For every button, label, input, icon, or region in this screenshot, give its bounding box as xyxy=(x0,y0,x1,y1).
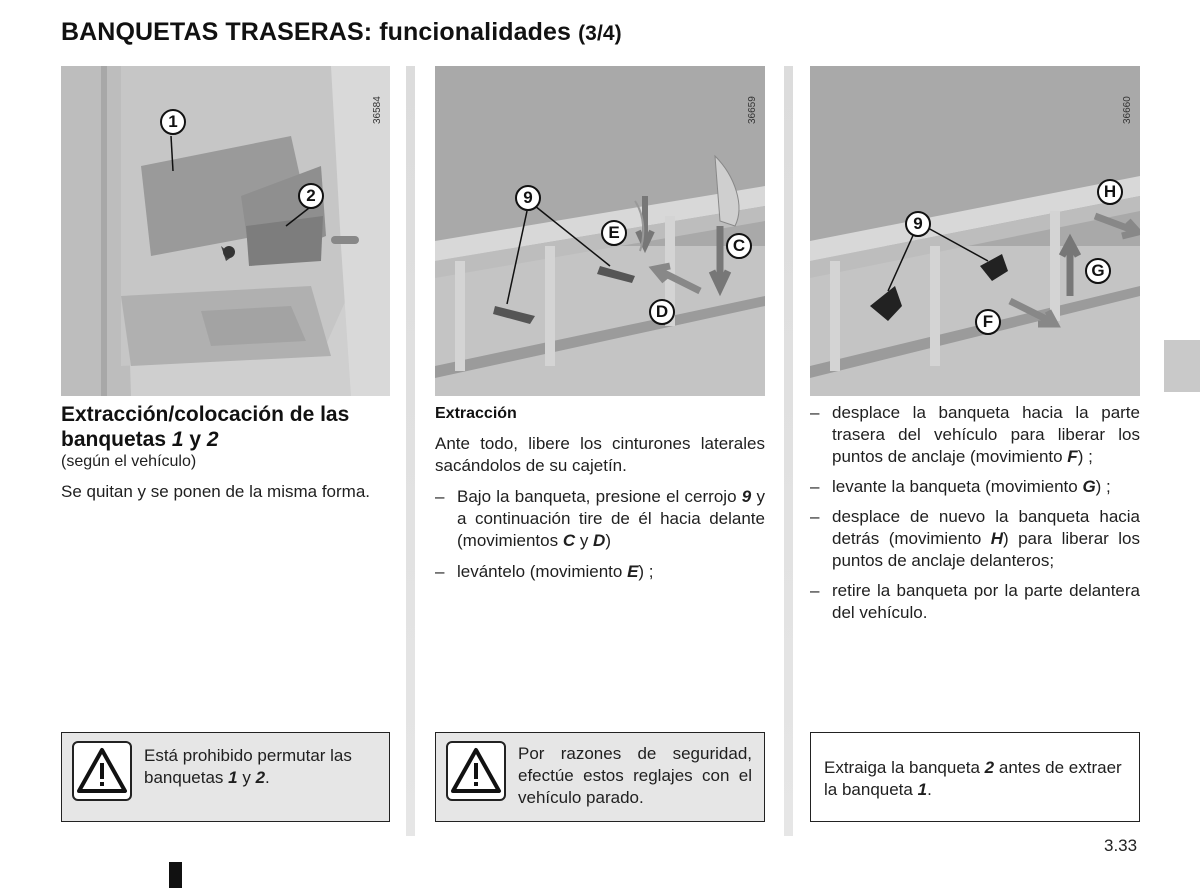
callout-C: C xyxy=(726,233,752,259)
bullet-text: ) para liberar los puntos de anclaje delanteros; xyxy=(832,529,1140,570)
bullet-dash: – xyxy=(435,487,445,506)
intro-text: Ante todo, libere los cinturones laterales sacándolos de su cajetín. xyxy=(435,434,765,475)
callout-F: F xyxy=(975,309,1001,335)
bullet-text: ) ; xyxy=(1077,447,1093,466)
figure-latch-release xyxy=(435,66,765,396)
bullet-text: y xyxy=(575,531,594,550)
list-item xyxy=(810,476,1140,498)
bullet-text: ) ; xyxy=(1095,477,1111,496)
figure-illustration xyxy=(810,66,1140,396)
warning-icon xyxy=(72,741,132,801)
callout-9: 9 xyxy=(905,211,931,237)
callout-D: D xyxy=(649,299,675,325)
page-title-main: BANQUETAS TRASERAS: funcionalidades xyxy=(61,18,572,46)
section-heading xyxy=(61,402,390,452)
warning-text-part: . xyxy=(265,768,270,787)
warning-box xyxy=(61,732,390,822)
page-number: 3.33 xyxy=(1104,836,1138,855)
ref-G: G xyxy=(1082,477,1096,496)
callout-E: E xyxy=(601,220,627,246)
bullet-text: desplace de nuevo la banqueta hacia detrás (movimiento xyxy=(832,507,1140,548)
figure-reference-code: 36660 xyxy=(1122,96,1133,124)
crop-mark xyxy=(169,862,182,888)
warning-text-part: y xyxy=(237,768,256,787)
bullet-dash: – xyxy=(810,581,820,600)
column-3-text xyxy=(810,402,1140,624)
column-1-text xyxy=(61,402,390,503)
bullet-dash: – xyxy=(435,562,445,581)
figure-illustration xyxy=(61,66,390,396)
column-separator xyxy=(406,66,415,836)
ref-bench-2: 2 xyxy=(984,758,995,777)
warning-text: Por razones de seguridad, efectúe estos reglajes con el vehículo parado. xyxy=(518,744,752,807)
list-item xyxy=(435,561,765,583)
figure-bench-removal xyxy=(810,66,1140,396)
bullet-text: Bajo la banqueta, presione el cerrojo xyxy=(457,487,742,506)
column-2-text xyxy=(435,403,765,583)
warning-icon xyxy=(446,741,506,801)
bullet-text: ) ; xyxy=(638,562,654,581)
warning-box xyxy=(435,732,765,822)
column-separator xyxy=(784,66,793,836)
callout-G: G xyxy=(1085,258,1111,284)
callout-2: 2 xyxy=(298,183,324,209)
list-item xyxy=(810,402,1140,468)
list-item xyxy=(435,486,765,552)
warning-text xyxy=(144,745,377,789)
list-item xyxy=(810,580,1140,624)
figure-reference-code: 36584 xyxy=(372,96,383,124)
ref-D: D xyxy=(593,531,606,550)
page-title-suffix: (3/4) xyxy=(578,22,622,45)
bullet-dash: – xyxy=(810,507,820,526)
bullet-text: levante la banqueta (movimiento xyxy=(832,477,1083,496)
ref-bench-1: 1 xyxy=(917,780,928,799)
note-text-part: antes de extraer la banqueta xyxy=(824,758,1122,799)
chapter-tab xyxy=(1164,340,1200,392)
heading-bench-2: 2 xyxy=(206,428,219,451)
ref-bench-2: 2 xyxy=(255,768,266,787)
heading-text: Extracción/colocación de las banquetas xyxy=(61,403,350,451)
note-box xyxy=(810,732,1140,822)
figure-reference-code: 36659 xyxy=(747,96,758,124)
callout-H: H xyxy=(1097,179,1123,205)
note-text-part: . xyxy=(927,780,932,799)
bullet-text: retire la banqueta por la parte delantera del vehículo. xyxy=(832,581,1140,622)
note-text-part: Extraiga la banqueta xyxy=(824,758,985,777)
warning-text-part: Está prohibido permutar las banquetas xyxy=(144,746,352,787)
ref-9: 9 xyxy=(741,487,752,506)
ref-E: E xyxy=(627,562,639,581)
callout-9: 9 xyxy=(515,185,541,211)
ref-H: H xyxy=(990,529,1003,548)
heading-bench-1: 1 xyxy=(171,428,184,451)
page-title xyxy=(61,18,622,47)
bullet-text: ) xyxy=(605,531,611,550)
bullet-text: desplace la banqueta hacia la parte trasera del vehículo para liberar los puntos de anclaje (movimiento xyxy=(832,403,1140,466)
heading-and: y xyxy=(183,428,207,451)
ref-C: C xyxy=(562,531,576,550)
bullet-text: levántelo (movimiento xyxy=(457,562,628,581)
bullet-dash: – xyxy=(810,477,820,496)
body-text: Se quitan y se ponen de la misma forma. xyxy=(61,482,370,501)
figure-illustration xyxy=(435,66,765,396)
note-text xyxy=(824,757,1127,801)
section-heading: Extracción xyxy=(435,405,517,422)
ref-bench-1: 1 xyxy=(228,768,238,787)
list-item xyxy=(810,506,1140,572)
vehicle-note: (según el vehículo) xyxy=(61,453,197,470)
figure-rear-door-seats xyxy=(61,66,390,396)
callout-1: 1 xyxy=(160,109,186,135)
bullet-dash: – xyxy=(810,403,820,422)
bullet-text: y a continuación tire de él hacia delante (movimientos xyxy=(457,487,765,550)
ref-F: F xyxy=(1067,447,1078,466)
